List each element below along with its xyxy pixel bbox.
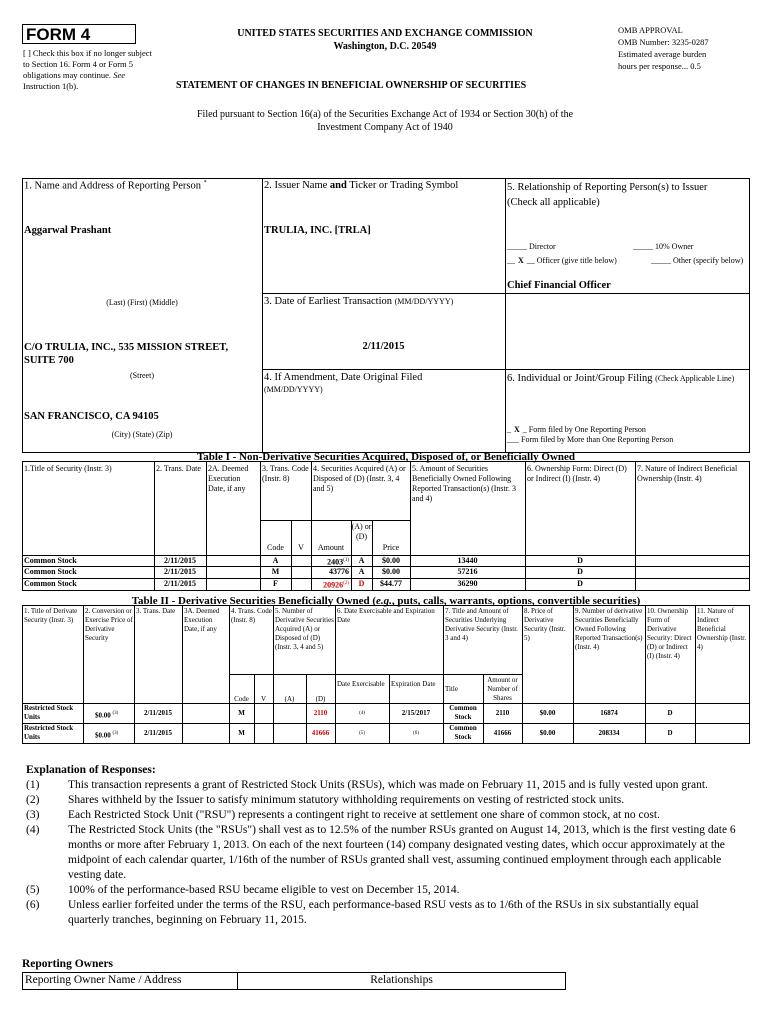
t1-r0-date: 2/11/2015 [163,556,196,565]
street-caption: (Street) [130,371,154,380]
t2-r1-date: 2/11/2015 [143,729,172,737]
t2-r0-title: Restricted Stock Units [24,704,74,721]
t1-price: Price [382,543,400,552]
t1-r2-owned: 36290 [457,579,478,588]
t2-exp: Expiration Date [391,680,436,688]
t2-r1-ex: (5) [359,731,365,736]
t2-amt-shares: Amount or Number of Shares [487,676,518,702]
explanation-heading: Explanation of Responses: [26,764,156,776]
statement-title: STATEMENT OF CHANGES IN BENEFICIAL OWNERSHIP OF SECURITIES [176,80,527,91]
t2-r0-code: M [238,709,245,717]
t1-r1-owned: 57216 [457,567,478,576]
list-item: (5) 100% of the performance-based RSU became eligible to vest on December 15, 2014. [26,884,460,896]
t1-r0-aord: A [358,556,365,565]
owner-col-relationships: Relationships [370,974,433,986]
explanation-list [26,778,742,928]
t1-h5: 5. Amount of Securities Beneficially Owned Following Reported Transaction(s) (Instr. 3 and 4) [412,464,516,503]
box2-label: 2. Issuer Name and Ticker or Trading Symbol [264,180,459,191]
t2-r0-shares: 2110 [495,709,510,717]
reporting-owners-heading: Reporting Owners [22,958,114,970]
name-caption: (Last) (First) (Middle) [106,298,178,307]
officer-title: Chief Financial Officer [507,280,611,291]
officer-line: __ X __ Officer (give title below) [507,256,617,265]
t1-r1-title: Common Stock [24,567,77,576]
t2-r1-utitle: Common Stock [449,724,477,741]
t1-code: Code [267,543,284,552]
t2-r1-d: 41666 [311,729,330,737]
earliest-transaction-date: 2/11/2015 [362,341,405,352]
t1-r0-title: Common Stock [24,556,77,565]
box6-label: 6. Individual or Joint/Group Filing (Check Applicable Line) [507,373,735,384]
t2-date-ex: Date Exercisable [337,680,385,688]
reporting-person-name: Aggarwal Prashant [24,225,112,236]
t1-r2-title: Common Stock [24,579,77,588]
check-box-text: [ ] Check this box if no longer subject to Section 16. Form 4 or Form 5 obligations may continue. See Instruction 1(b). [23,48,152,91]
t2-r0-form: D [667,709,673,717]
t2-r0-d: 2110 [313,709,328,717]
t2-r0-ex: (4) [359,711,365,716]
t2-h5: 5. Number of Derivative Securities Acquired (A) or Disposed of (D) (Instr. 3, 4 and 5) [275,607,334,651]
t1-aord: (A) or (D) [351,522,372,541]
filed-pursuant: Filed pursuant to Section 16(a) of the Securities Exchange Act of 1934 or Section 30(h) of the Investment Company Act of 1940 [196,109,574,133]
t1-r0-owned: 13440 [457,556,478,565]
t2-title: Title [445,685,458,693]
t1-r1-date: 2/11/2015 [163,567,196,576]
ten-pct-owner-line: _____ 10% Owner [633,242,694,251]
t1-r1-amount: 43776 [329,567,349,576]
t2-h4: 4. Trans. Code (Instr. 8) [231,607,272,624]
list-item: (4) The Restricted Stock Units (the "RSUs") shall vest as to 12.5% of the number RSUs granted on August 14, 2013, which is the first vesting date 6 months or more after February 1, 2013. On each of the next fourteen (14) company designated vesting dates, which occur approximately at the midpoint of each calendar quarter, 1/16th of the number of RSUs granted shall vest, assuming continued employment through each applicable vesting date. [26,824,736,881]
t2-r1-owned: 208334 [598,729,620,737]
list-item: (6) Unless earlier forfeited under the terms of the RSU, each performance-based RSU vests as to 1/6th of the RSUs in six substantially equal quarterly tranches, beginning on February 11, 2015. [26,899,699,926]
t1-r2-code: F [273,579,278,588]
t1-r1-price: $0.00 [382,567,400,576]
t1-h4: 4. Securities Acquired (A) or Disposed of (D) (Instr. 3, 4 and 5) [313,464,406,493]
t1-r2-aord: D [358,579,365,588]
t2-r0-utitle: Common Stock [449,704,477,721]
box1-label: 1. Name and Address of Reporting Person * [24,180,207,192]
t1-r2-date: 2/11/2015 [163,579,196,588]
t2-r1-title: Restricted Stock Units [24,724,74,741]
t1-v: V [298,543,304,552]
t2-r1-shares: 41666 [493,729,512,737]
t2-r0-owned: 16874 [600,709,618,717]
list-item: (1) This transaction represents a grant of Restricted Stock Units (RSUs), which was made on February 11, 2015 and is fully vested upon grant. [26,779,708,791]
city-caption: (City) (State) (Zip) [111,430,173,439]
t1-r1-code: M [271,567,280,576]
other-line: _____ Other (specify below) [651,256,744,265]
reporting-person-street: C/O TRULIA, INC., 535 MISSION STREET, SUITE 700 [24,342,229,366]
agency-name: UNITED STATES SECURITIES AND EXCHANGE COMMISSION [237,28,533,39]
t2-r1-form: D [667,729,673,737]
box4-label: 4. If Amendment, Date Original Filed [264,372,423,383]
t2-h10: 10. Ownership Form of Derivative Security: Direct (D) or Indirect (I) (Instr. 4) [647,607,692,660]
more-person-line: ___ Form filed by More than One Reporting Person [507,435,674,444]
table1-title: Table I - Non-Derivative Securities Acquired, Disposed of, or Beneficially Owned [196,451,576,463]
t2-d: (D) [315,695,326,703]
form-title-box [22,24,136,44]
t1-h3: 3. Trans. Code (Instr. 8) [262,464,309,483]
t1-r2-form: D [577,579,583,588]
t1-r0-form: D [577,556,583,565]
t2-h1: 1. Title of Derivate Security (Instr. 3) [24,607,78,624]
t2-v: V [260,695,267,703]
t1-amount: Amount [317,543,345,552]
t1-h6: 6. Ownership Form: Direct (D) or Indirect (I) (Instr. 4) [527,464,627,483]
t1-r0-price: $0.00 [382,556,400,565]
table2-title: Table II - Derivative Securities Beneficially Owned (e.g., puts, calls, warrants, options, convertible securities) [131,595,641,607]
t2-h6: 6. Date Exercisable and Expiration Date [337,607,435,624]
t2-h11: 11. Nature of Indirect Beneficial Ownership (Instr. 4) [697,607,746,651]
form-title: FORM 4 [26,25,91,44]
agency-city: Washington, D.C. 20549 [333,41,437,52]
t1-h2: 2. Trans. Date [156,464,201,473]
t2-r0-exp: 2/15/2017 [401,709,431,717]
box5-label: 5. Relationship of Reporting Person(s) to Issuer (Check all applicable) [507,182,708,208]
t2-h3a: 3A. Deemed Execution Date, if any [184,607,220,633]
box3-label: 3. Date of Earliest Transaction (MM/DD/YYYY) [264,296,454,307]
t2-h2: 2. Conversion or Exercise Price of Derivative Security [85,607,133,642]
list-item: (3) Each Restricted Stock Unit ("RSU") represents a contingent right to receive at settlement one share of common stock, at no cost. [26,809,660,821]
t2-code: Code [234,695,249,703]
t1-r0-code: A [272,556,279,565]
t2-r1-price: $0.00 [539,729,556,737]
t1-h7: 7. Nature of Indirect Beneficial Ownership (Instr. 4) [637,464,738,483]
owner-col-name: Reporting Owner Name / Address [25,974,182,986]
issuer-name: TRULIA, INC. [TRLA] [264,225,371,236]
one-person-line: _ X _ Form filed by One Reporting Person [507,425,646,434]
t1-r0-amount: 2403$^{(1)}$ [327,557,349,567]
t2-r0-conv: $0.00 $^{(3)}$ [95,711,119,720]
t2-a: (A) [284,695,295,703]
t1-h2a: 2A. Deemed Execution Date, if any [208,464,249,493]
omb-approval: OMB APPROVAL OMB Number: 3235-0287 Estimated average burden hours per response... 0.5 [618,25,709,71]
t2-h7: 7. Title and Amount of Securities Underlying Derivative Security (Instr. 3 and 4) [445,607,518,642]
list-item: (2) Shares withheld by the Issuer to satisfy minimum statutory withholding requirements on vesting of restricted stock units. [26,794,625,806]
box4-label-small: (MM/DD/YYYY) [264,385,323,394]
t2-r0-date: 2/11/2015 [143,709,172,717]
t1-r1-aord: A [358,567,365,576]
t2-r0-price: $0.00 [539,709,556,717]
t2-h3: 3. Trans. Date [136,607,176,615]
t2-r1-conv: $0.00 $^{(3)}$ [95,731,119,740]
reporting-person-city: SAN FRANCISCO, CA 94105 [24,411,159,422]
t1-r2-price: $44.77 [380,579,402,588]
t1-r1-form: D [577,567,583,576]
t1-r2-amount: 20926$^{(2)}$ [323,580,349,590]
t1-h1: 1.Title of Security (Instr. 3) [24,464,112,473]
t2-r1-code: M [238,729,245,737]
t2-h9: 9. Number of derivative Securities Beneficially Owned Following Reported Transaction(s) (Instr. 4) [575,607,643,651]
t2-r1-exp: (6) [413,731,419,736]
director-line: _____ Director [507,242,556,251]
t2-h8: 8. Price of Derivative Security (Instr. 5) [524,607,566,642]
